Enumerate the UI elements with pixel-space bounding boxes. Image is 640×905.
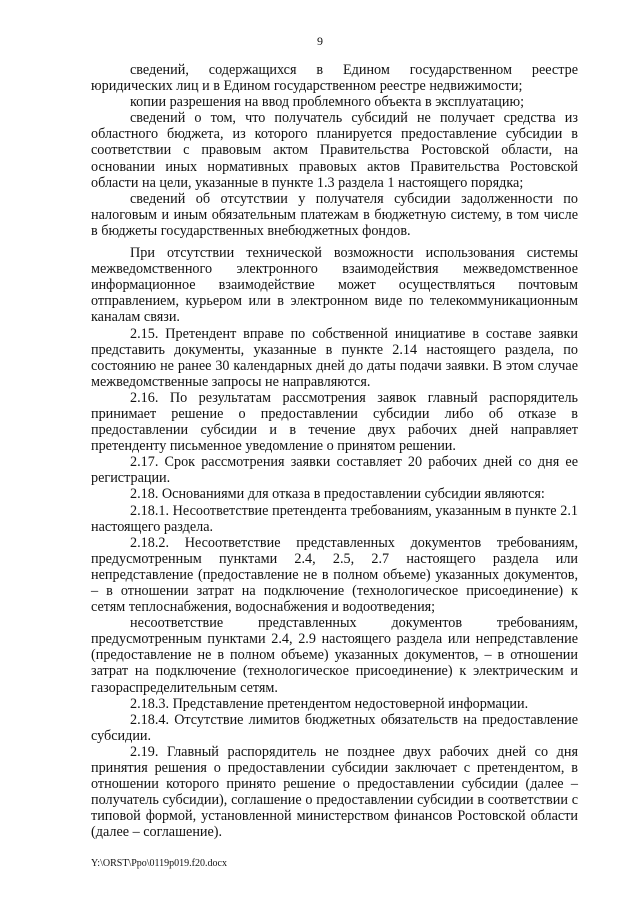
paragraph-2-17: 2.17. Срок рассмотрения заявки составляет 20 рабочих дней со дня ее регистрации. <box>91 454 578 487</box>
paragraph-2-18-2: 2.18.2. Несоответствие представленных документов требованиям, предусмотренным пунктами 2.4, 2.5, 2.7 настоящего раздела или непредставление (предоставление не в полном объеме) указанных документов, – в отношении затрат на подключение (технологическое присоединение) к сетям теплоснабжения, водоснабжения и водоотведения; <box>91 534 578 616</box>
paragraph-permit-copy: копии разрешения на ввод проблемного объекта в эксплуатацию; <box>130 94 525 111</box>
paragraph-2-16: 2.16. По результатам рассмотрения заявок главный распорядитель принимает решение о предоставлении субсидии либо об отказе в предоставлении субсидии и в течение двух рабочих дней направляет претенденту письменное уведомление о принятом решении. <box>91 389 578 455</box>
paragraph-2-18-1: 2.18.1. Несоответствие претендента требованиям, указанным в пункте 2.1 настоящего раздела. <box>91 502 578 535</box>
paragraph-no-debt: сведений об отсутствии у получателя субсидии задолженности по налоговым и иным обязательным платежам в бюджетную систему, в том числе в бюджеты государственных внебюджетных фондов. <box>91 190 578 239</box>
paragraph-2-18-4: 2.18.4. Отсутствие лимитов бюджетных обязательств на предоставление субсидии. <box>91 711 578 744</box>
paragraph-2-18-2-electric: несоответствие представленных документов требованиям, предусмотренным пунктами 2.4, 2.9 настоящего раздела или непредставление (предоставление не в полном объеме) указанных документов, – в отношении затрат на подключение (технологическое присоединение) к электрическим и газораспределительным сетям. <box>91 615 578 696</box>
document-body <box>91 62 578 841</box>
paragraph-regional-budget: сведений о том, что получатель субсидий не получает средства из областного бюджета, из которого планируется предоставление субсидии в соответствии с правовым актом Правительства Ростовской области, на основании иных нормативных правовых актов Правительства Ростовской области на цели, указанные в пункте 1.3 раздела 1 настоящего порядка; <box>91 110 578 191</box>
paragraph-no-technical-possibility: При отсутствии технической возможности использования системы межведомственного электронного взаимодействия межведомственное информационное взаимодействие может осуществляться почтовым отправлением, курьером или в электронном виде по телекоммуникационным каналам связи. <box>91 245 578 326</box>
paragraph-2-19: 2.19. Главный распорядитель не позднее двух рабочих дней со дня принятия решения о предоставлении субсидии заключает с претендентом, в отношении которого принято решение о предоставлении субсидии (далее – получатель субсидии), соглашение о предоставлении субсидии в соответствии с типовой формой, установленной министерством финансов Ростовской области (далее – соглашение). <box>91 743 578 841</box>
page-number: 9 <box>317 34 323 48</box>
paragraph-2-18: 2.18. Основаниями для отказа в предоставлении субсидии являются: <box>130 486 545 503</box>
footer-file-path: Y:\ORST\Ppo\0119p019.f20.docx <box>91 858 227 869</box>
paragraph-egrul-egrn: сведений, содержащихся в Едином государственном реестре юридических лиц и в Едином государственном реестре недвижимости; <box>91 62 578 95</box>
paragraph-2-15: 2.15. Претендент вправе по собственной инициативе в составе заявки представить документы, указанные в пункте 2.14 настоящего раздела, по состоянию не ранее 30 календарных дней до даты подачи заявки. В этом случае межведомственные запросы не направляются. <box>91 325 578 390</box>
paragraph-2-18-3: 2.18.3. Представление претендентом недостоверной информации. <box>130 695 529 712</box>
